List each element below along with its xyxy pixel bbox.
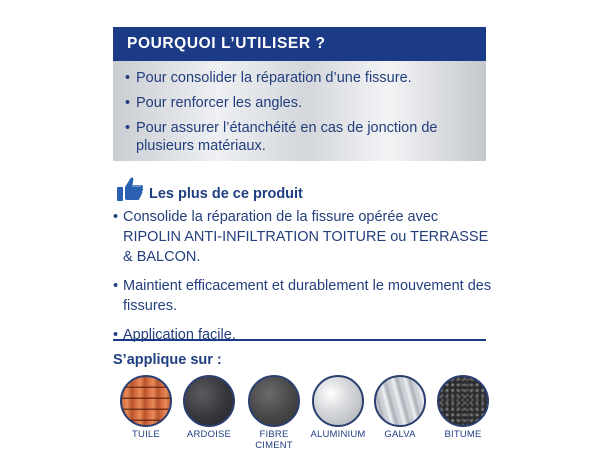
material-bitume	[430, 375, 496, 440]
material-label: BITUME	[444, 429, 482, 440]
material-label: ARDOISE	[186, 429, 232, 440]
ardoise-swatch	[183, 375, 235, 427]
benefits-title: Les plus de ce produit	[149, 186, 303, 202]
why-item: • Pour consolider la réparation d’une fissure.	[125, 69, 475, 87]
fibre-ciment-swatch	[248, 375, 300, 427]
material-galva	[367, 375, 433, 440]
applies-on-label: S’applique sur :	[113, 352, 222, 368]
benefit-item: • Application facile.	[113, 325, 498, 345]
materials-row	[113, 375, 493, 451]
galva-swatch	[374, 375, 426, 427]
thumbs-up-icon	[116, 175, 144, 202]
aluminium-swatch	[312, 375, 364, 427]
why-header-bar	[113, 27, 486, 61]
why-panel	[113, 61, 486, 161]
material-label: ALUMINIUM	[310, 429, 366, 440]
material-tuile	[113, 375, 179, 440]
why-header-title: POURQUOI L’UTILISER ?	[127, 35, 326, 52]
why-list	[125, 69, 475, 155]
material-label: FIBRE CIMENT	[255, 429, 293, 451]
material-aluminium	[305, 375, 371, 440]
material-label: TUILE	[132, 429, 160, 440]
benefits-list	[113, 207, 498, 354]
bitume-swatch	[437, 375, 489, 427]
material-label: GALVA	[384, 429, 416, 440]
material-fibre-ciment	[241, 375, 307, 451]
benefit-item: • Maintient efficacement et durablement le mouvement des fissures.	[113, 276, 498, 316]
benefits-heading	[113, 175, 503, 205]
benefit-item: • Consolide la réparation de la fissure opérée avec RIPOLIN ANTI-INFILTRATION TOITURE ou TERRASSE & BALCON.	[113, 207, 498, 267]
tuile-swatch	[120, 375, 172, 427]
section-divider	[113, 339, 486, 341]
why-item: • Pour renforcer les angles.	[125, 94, 475, 112]
product-benefits-section	[113, 175, 503, 343]
material-ardoise	[176, 375, 242, 440]
why-item: • Pour assurer l’étanchéité en cas de jonction de plusieurs matériaux.	[125, 119, 475, 155]
